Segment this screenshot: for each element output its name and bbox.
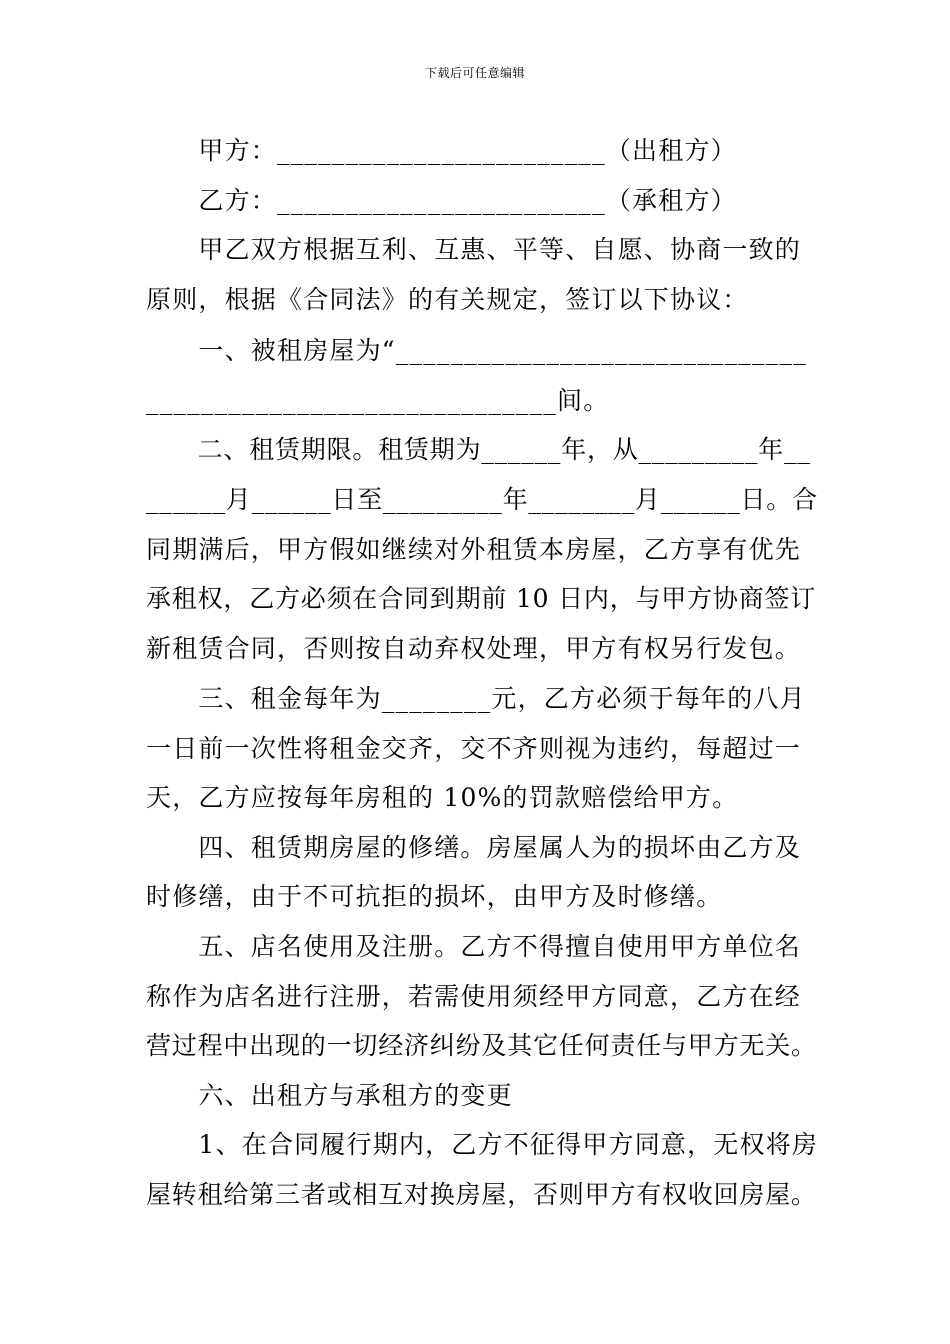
party-a-line: 甲方：________________________（出租方） xyxy=(146,136,737,165)
clause-3-line: 天，乙方应按每年房租的 10%的罚款赔偿给甲方。 xyxy=(146,783,739,812)
party-b-line: 乙方：________________________（承租方） xyxy=(146,186,737,215)
clause-1-line: 一、被租房屋为“______________________________ xyxy=(146,336,807,365)
clause-2-line: 同期满后，甲方假如继续对外租赁本房屋，乙方享有优先 xyxy=(146,535,802,564)
clause-3-line: 一日前一次性将租金交齐，交不齐则视为违约，每超过一 xyxy=(146,734,802,763)
clause-2-line: ______月______日至_________年________月______日。合 xyxy=(146,485,818,514)
clause-3-line: 三、租金每年为________元，乙方必须于每年的八月 xyxy=(146,684,806,713)
document-header-note: 下载后可任意编辑 xyxy=(424,66,525,80)
clause-5-line: 营过程中出现的一切经济纠纷及其它任何责任与甲方无关。 xyxy=(146,1031,817,1060)
clause-4-line: 四、租赁期房屋的修缮。房屋属人为的损坏由乙方及 xyxy=(146,833,802,862)
paragraph-line: 原则，根据《合同法》的有关规定，签订以下协议： xyxy=(146,285,749,314)
clause-5-line: 称作为店名进行注册，若需使用须经甲方同意，乙方在经 xyxy=(146,982,802,1011)
clause-1-line: ______________________________间。 xyxy=(146,386,610,415)
clause-6-item-1-line: 1、在合同履行期内，乙方不征得甲方同意，无权将房 xyxy=(146,1130,819,1159)
clause-6-heading: 六、出租方与承租方的变更 xyxy=(146,1081,513,1110)
clause-4-line: 时修缮，由于不可抗拒的损坏，由甲方及时修缮。 xyxy=(146,882,723,911)
paragraph-line: 甲乙双方根据互利、互惠、平等、自愿、协商一致的 xyxy=(146,235,802,264)
clause-6-item-1-line: 屋转租给第三者或相互对换房屋，否则甲方有权收回房屋。 xyxy=(146,1180,817,1209)
clause-5-line: 五、店名使用及注册。乙方不得擅自使用甲方单位名 xyxy=(146,932,802,961)
clause-2-line: 承租权，乙方必须在合同到期前 10 日内，与甲方协商签订 xyxy=(146,584,817,613)
clause-2-line: 新租赁合同，否则按自动弃权处理，甲方有权另行发包。 xyxy=(146,634,802,663)
clause-2-line: 二、租赁期限。租赁期为______年，从_________年__ xyxy=(146,435,811,464)
